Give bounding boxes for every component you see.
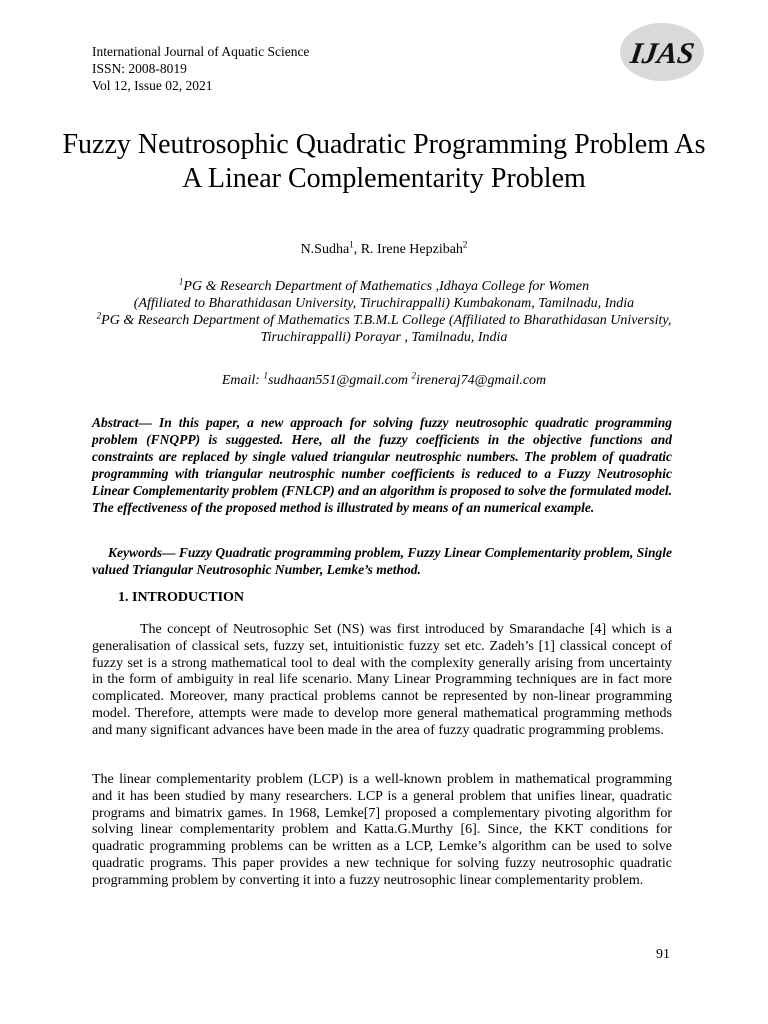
author-2-affil-mark: 2 [462, 239, 468, 250]
affiliations [92, 278, 676, 346]
paper-title: Fuzzy Neutrosophic Quadratic Programming Problem As A Linear Complementarity Problem [62, 129, 706, 194]
ijas-logo [618, 21, 706, 83]
intro-paragraph-2: The linear complementarity problem (LCP) is a well-known problem in mathematical programming and it has been studied by many researchers. LCP is a general problem that unifies linear, quadratic programs and bimatrix games. In 1968, Lemke[7] proposed a complementary pivoting algorithm for solving linear complementarity problem and Katta.G.Murthy [6]. Since, the KKT conditions for quadratic programming problems can be written as a LCP, Lemke’s algorithm can be used to solve quadratic programs. This paper provides a new technique for solving fuzzy neutrosophic quadratic programming problem by converting it into a fuzzy neutrosophic linear complementarity problem. [92, 772, 672, 888]
intro-paragraph-1: The concept of Neutrosophic Set (NS) was first introduced by Smarandache [4] which is a generalisation of classical sets, fuzzy set, intuitionistic fuzzy set etc. Zadeh’s [1] classical concept of fuzzy set is a strong mathematical tool to deal with the complexity generally arising from uncertainty in the form of ambiguity in real life scenario. Many Linear Programming techniques are in fact more complicated. Moreover, many practical problems cannot be represented by non-linear programming model. Therefore, attempts were made to develop more general mathematical programming methods and many significant advances have been made in the area of fuzzy quadratic programming problems. [92, 622, 672, 738]
email-1[interactable]: sudhaan551@gmail.com [267, 373, 412, 388]
journal-issn: ISSN: 2008-8019 [92, 61, 187, 76]
author-1-affil-mark: 1 [349, 239, 354, 250]
abstract: Abstract— In this paper, a new approach for solving fuzzy neutrosophic quadratic programming problem (FNQPP) is suggested. Here, all the fuzzy coefficients in the objective functions and constraints are replaced by single valued triangular neutrosphic numbers. The problem of quadratic programming with triangular neutrosphic number coefficients is reduced to a Fuzzy Neutrosophic Linear Complementarity problem (FNLCP) and an algorithm is proposed to solve the formulated model. The effectiveness of the proposed method is illustrated by means of an numerical example. [92, 415, 672, 515]
page-number: 91 [656, 947, 670, 962]
journal-header [92, 43, 309, 94]
affiliation-1-cont: (Affiliated to Bharathidasan University, Tiruchirappalli) Kumbakonam, Tamilnadu, India [133, 296, 635, 311]
affiliation-1: $^1$PG & Research Department of Mathematics ,Idhaya College for Women [178, 276, 590, 294]
logo-text: IJAS [628, 36, 697, 70]
email-2[interactable]: ireneraj74@gmail.com [415, 373, 547, 388]
author-2: R. Irene Hepzibah [360, 242, 463, 257]
journal-volume: Vol 12, Issue 02, 2021 [92, 78, 213, 93]
keywords: Keywords— Fuzzy Quadratic programming problem, Fuzzy Linear Complementarity problem, Single valued Triangular Neutrosophic Number, Lemke’s method. [92, 545, 672, 577]
author-1: N.Sudha [300, 242, 350, 257]
section-heading: 1. INTRODUCTION [118, 590, 245, 605]
author-line [0, 239, 768, 258]
author-separator: , [353, 242, 361, 257]
affiliation-2: $^2$PG & Research Department of Mathematics T.B.M.L College (Affiliated to Bharathidasan University, Tiruchirappalli) Porayar , Tamilnadu, India [96, 310, 672, 345]
email-line: Email: $^1$sudhaan551@gmail.com $^2$ireneraj74@gmail.com [221, 370, 547, 388]
journal-name: International Journal of Aquatic Science [92, 44, 310, 59]
